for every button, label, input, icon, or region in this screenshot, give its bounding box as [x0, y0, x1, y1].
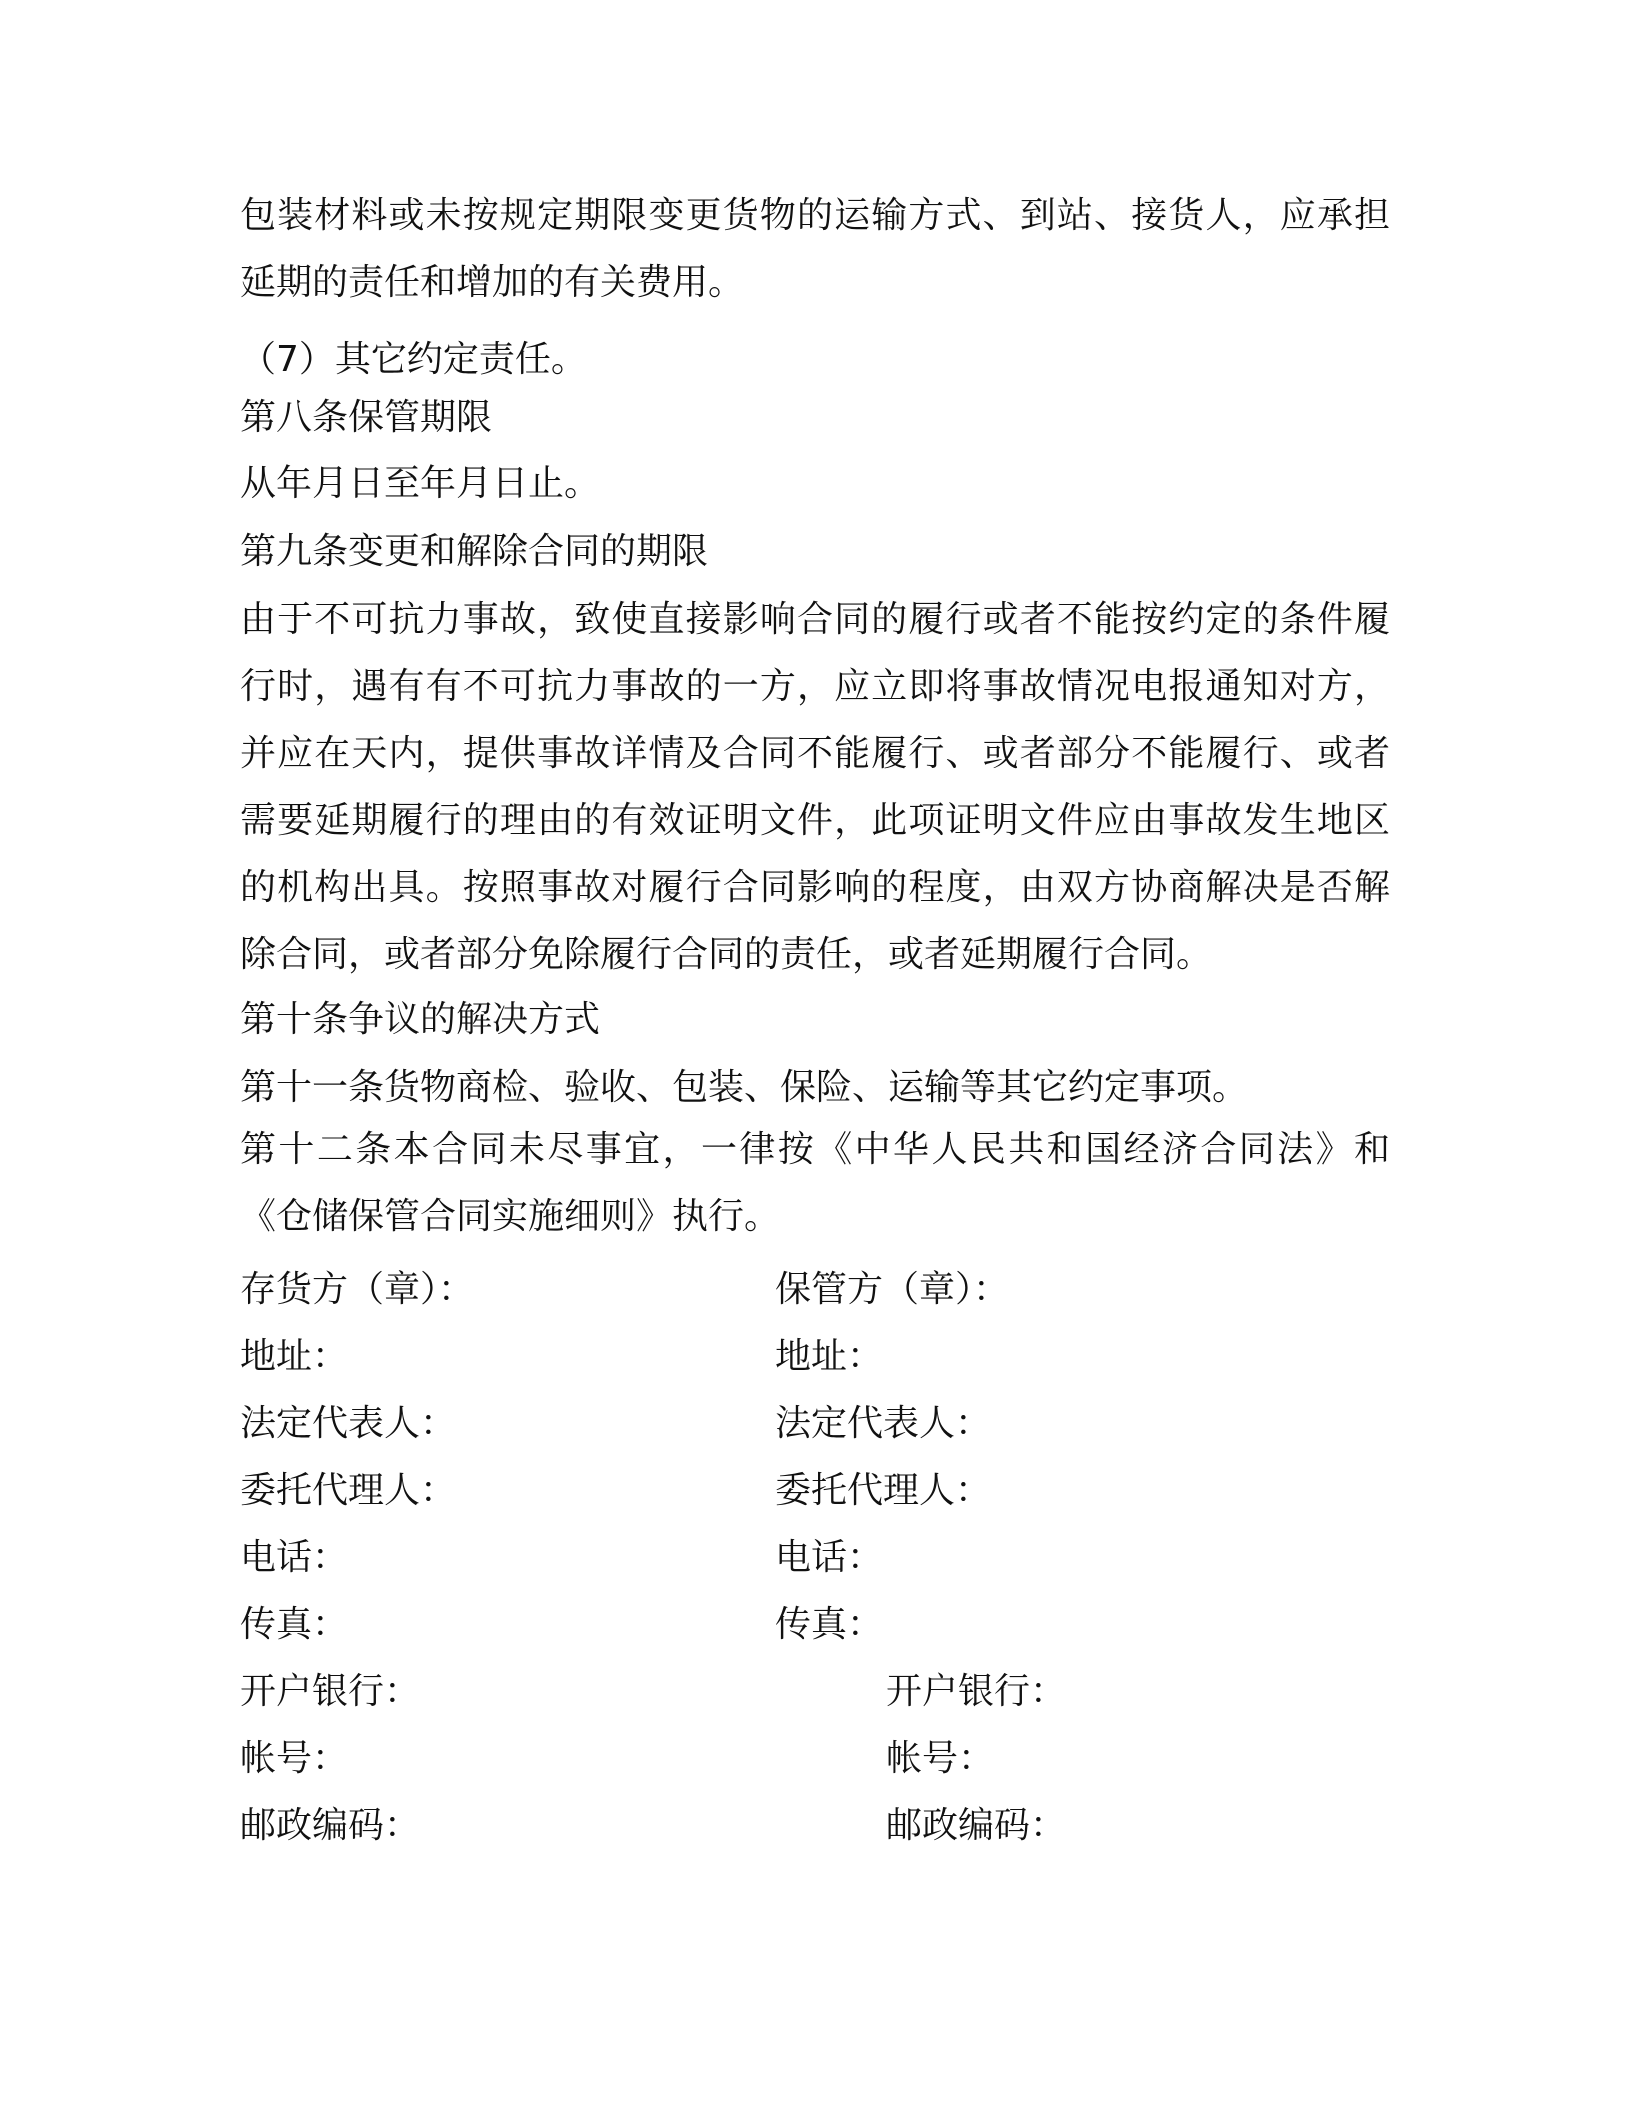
article-8-title: 第八条保管期限	[240, 397, 493, 438]
article-9-body: 由于不可抗力事故，致使直接影响合同的履行或者不能按约定的条件履行时，遇有有不可抗力事故的一方，应立即将事故情况电报通知对方，并应在天内，提供事故详情及合同不能履行、或者部分不能履行、或者需要延期履行的理由的有效证明文件，此项证明文件应由事故发生地区的机构出具。按照事故对履行合同影响的程度，由双方协商解决是否解除合同，或者部分免除履行合同的责任，或者延期履行合同。	[240, 599, 1390, 975]
article-9-title: 第九条变更和解除合同的期限	[240, 531, 709, 572]
right-phone-label: 电话：	[775, 1537, 884, 1578]
left-phone-label: 电话：	[240, 1537, 349, 1578]
article-10-title: 第十条争议的解决方式	[240, 999, 601, 1040]
left-bank-label: 开户银行：	[240, 1671, 421, 1712]
right-party-label: 保管方（章）：	[775, 1269, 1010, 1310]
left-account-label: 帐号：	[240, 1738, 349, 1779]
right-fax-label: 传真：	[775, 1604, 884, 1645]
left-agent-label: 委托代理人：	[240, 1470, 457, 1511]
right-postcode-label: 邮政编码：	[886, 1805, 1067, 1846]
article-8-body: 从年月日至年月日止。	[240, 463, 601, 504]
left-postcode-label: 邮政编码：	[240, 1805, 421, 1846]
right-address-label: 地址：	[775, 1336, 884, 1377]
right-legal-rep-label: 法定代表人：	[775, 1403, 992, 1444]
right-bank-label: 开户银行：	[886, 1671, 1067, 1712]
article-12: 第十二条本合同未尽事宜，一律按《中华人民共和国经济合同法》和《仓储保管合同实施细则》执行。	[240, 1129, 1390, 1237]
right-agent-label: 委托代理人：	[775, 1470, 992, 1511]
left-fax-label: 传真：	[240, 1604, 349, 1645]
article-11: 第十一条货物商检、验收、包装、保险、运输等其它约定事项。	[240, 1067, 1249, 1108]
left-legal-rep-label: 法定代表人：	[240, 1403, 457, 1444]
right-account-label: 帐号：	[886, 1738, 995, 1779]
left-address-label: 地址：	[240, 1336, 349, 1377]
left-party-label: 存货方（章）：	[240, 1269, 475, 1310]
paragraph-continuation: 包装材料或未按规定期限变更货物的运输方式、到站、接货人，应承担延期的责任和增加的有关费用。	[240, 195, 1390, 303]
item-7: （7）其它约定责任。	[240, 339, 587, 380]
